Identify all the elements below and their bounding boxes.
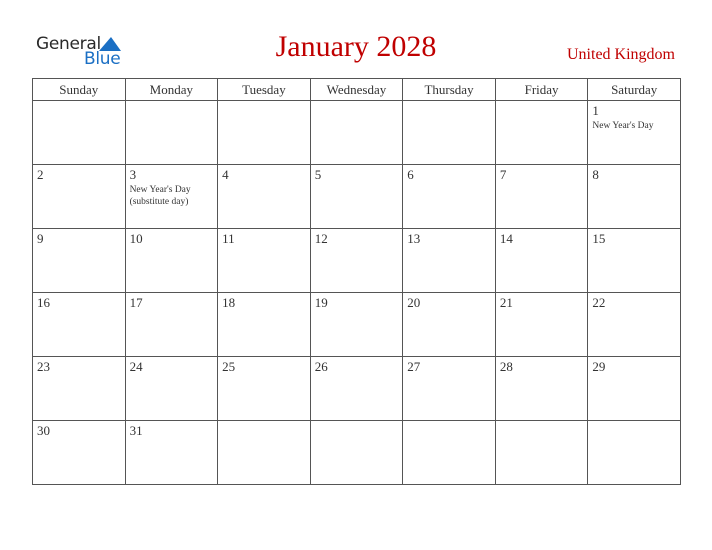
day-number: 8 [592,167,599,182]
calendar-day-cell [588,421,681,485]
calendar-week-row [33,421,681,485]
calendar-day-cell [125,357,218,421]
weekday-header: Monday [125,79,218,101]
calendar-day-cell [588,165,681,229]
weekday-header: Sunday [33,79,126,101]
calendar-day-cell [310,165,403,229]
calendar-day-cell [310,229,403,293]
weekday-header: Friday [495,79,588,101]
day-number [311,101,403,103]
weekday-header: Tuesday [218,79,311,101]
calendar-day-cell [310,101,403,165]
calendar-day-cell [33,101,126,165]
calendar-day-cell [125,421,218,485]
calendar-day-cell [403,357,496,421]
weekday-header: Saturday [588,79,681,101]
day-number: 14 [499,231,513,246]
calendar-week-row [33,165,681,229]
calendar-day-cell [403,101,496,165]
day-number [311,421,403,423]
weekday-header: Thursday [403,79,496,101]
calendar-grid [32,78,681,485]
calendar-day-cell [218,357,311,421]
day-number [218,101,310,103]
calendar-day-cell [495,101,588,165]
calendar-day-cell [310,293,403,357]
day-number: 25 [222,359,236,374]
day-number [218,421,310,423]
day-number: 22 [592,295,606,310]
calendar-day-cell [310,421,403,485]
day-number [588,421,680,423]
calendar-week-row [33,229,681,293]
day-number: 16 [37,295,50,310]
calendar-day-cell [495,357,588,421]
calendar-day-cell [495,165,588,229]
day-number: 17 [129,295,143,310]
calendar-day-cell [125,165,218,229]
calendar-day-cell [588,293,681,357]
calendar-day-cell [33,357,126,421]
calendar-day-cell [125,101,218,165]
day-number: 28 [499,359,513,374]
calendar-day-cell [495,229,588,293]
calendar-day-cell [588,101,681,165]
day-number: 3 [129,167,137,182]
day-number: 2 [37,167,44,182]
day-number [403,421,495,423]
calendar-day-cell [33,229,126,293]
day-number: 4 [222,167,229,182]
calendar-day-cell [403,165,496,229]
day-number: 31 [129,423,143,438]
calendar-week-row [33,357,681,421]
logo-text-general: General [36,34,101,54]
calendar-week-row [33,101,681,165]
day-number: 27 [407,359,421,374]
day-number: 24 [129,359,143,374]
holiday-label: New Year's Day (substitute day) [129,185,191,207]
day-number: 9 [37,231,44,246]
day-number [403,101,495,103]
weekday-header-row [33,79,681,101]
day-number: 7 [499,167,507,182]
day-number [33,101,125,103]
day-number: 21 [499,295,513,310]
day-number: 11 [222,231,235,246]
calendar-day-cell [218,165,311,229]
day-number [496,101,588,103]
calendar-day-cell [588,357,681,421]
day-number: 13 [407,231,421,246]
day-number: 23 [37,359,50,374]
calendar-day-cell [403,421,496,485]
holiday-label: New Year's Day [592,121,654,131]
calendar-week-row [33,293,681,357]
calendar-day-cell [33,165,126,229]
day-number: 12 [314,231,328,246]
calendar-day-cell [495,293,588,357]
country-label: United Kingdom [567,46,675,63]
day-number [126,101,218,103]
calendar-day-cell [218,101,311,165]
calendar-day-cell [33,293,126,357]
calendar-day-cell [125,229,218,293]
page-title: January 2028 [275,30,437,63]
day-number: 1 [592,103,599,118]
calendar-day-cell [33,421,126,485]
day-number: 29 [592,359,606,374]
logo-text-blue: Blue [84,49,121,69]
day-number [496,421,588,423]
day-number: 30 [37,423,50,438]
calendar-day-cell [218,229,311,293]
calendar-day-cell [588,229,681,293]
day-number: 15 [592,231,606,246]
calendar-day-cell [218,421,311,485]
calendar-day-cell [403,229,496,293]
calendar-body [33,101,681,485]
weekday-header: Wednesday [310,79,403,101]
day-number: 6 [407,167,414,182]
day-number: 20 [407,295,421,310]
calendar-day-cell [403,293,496,357]
day-number: 10 [129,231,143,246]
day-number: 19 [314,295,328,310]
calendar-day-cell [495,421,588,485]
calendar-day-cell [125,293,218,357]
day-number: 18 [222,295,236,310]
calendar-day-cell [310,357,403,421]
day-number: 26 [314,359,328,374]
calendar-day-cell [218,293,311,357]
day-number: 5 [314,167,322,182]
